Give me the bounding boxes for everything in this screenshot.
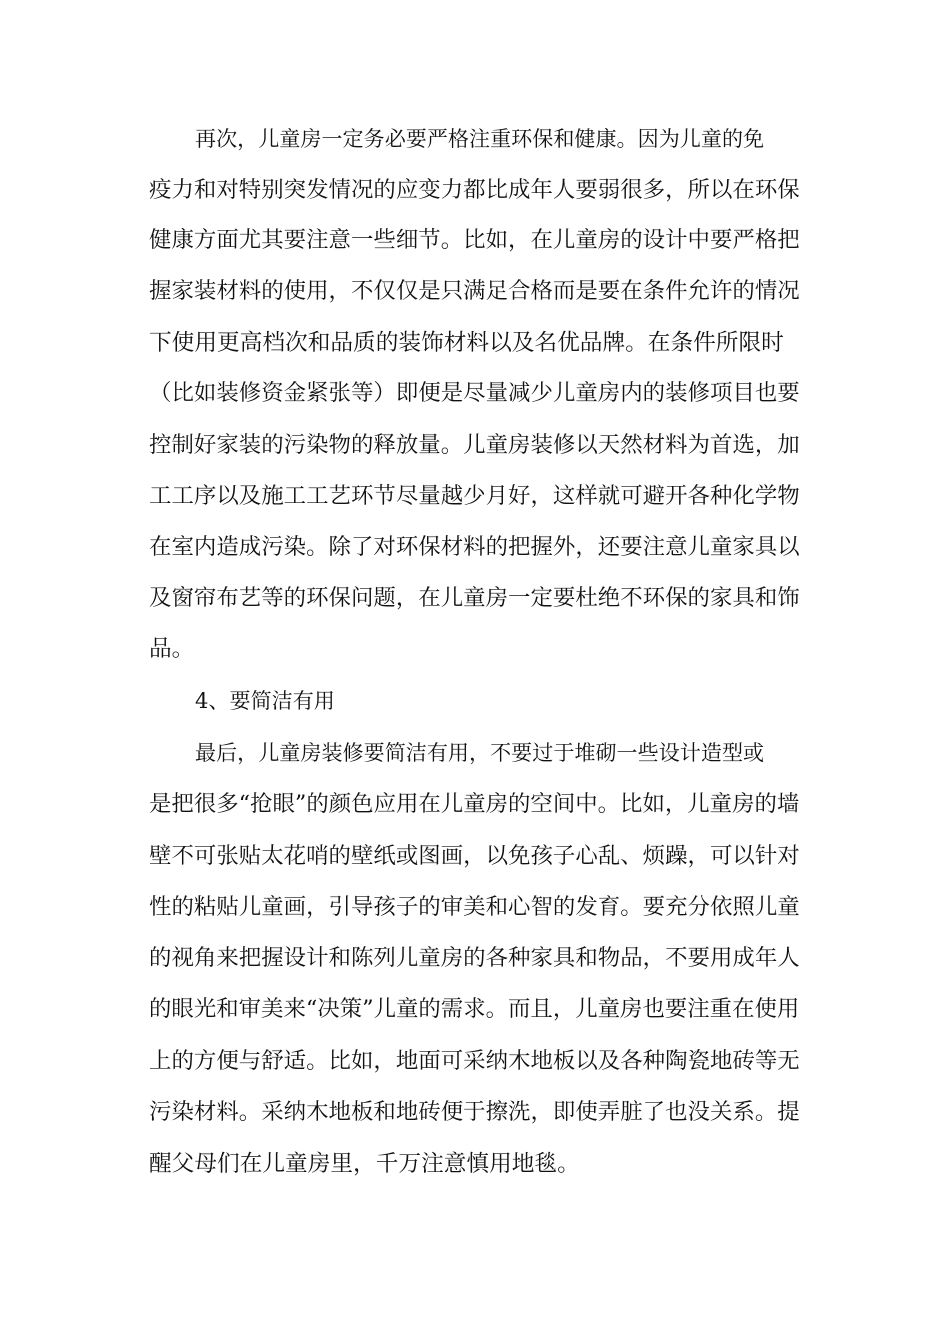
paragraph-2-line: 最后，儿童房装修要简洁有用，不要过于堆砌一些设计造型或 [195,740,765,765]
paragraph-2-line: 上的方便与舒适。比如，地面可采纳木地板以及各种陶瓷地砖等无 [149,1048,800,1074]
paragraph-1-line: 健康方面尤其要注意一些细节。比如，在儿童房的设计中要严格把 [149,227,800,253]
paragraph-2-line: 是把很多“抢眼”的颜色应用在儿童房的空间中。比如，儿童房的墙 [149,791,800,817]
paragraph-1-line: 工工序以及施工工艺环节尽量越少月好，这样就可避开各种化学物 [149,483,800,509]
paragraph-2-line: 性的粘贴儿童画，引导孩子的审美和心智的发育。要充分依照儿童 [149,894,800,920]
paragraph-1-line: 下使用更高档次和品质的装饰材料以及名优品牌。在条件所限时 [149,330,784,356]
paragraph-1-line: （比如装修资金紧张等）即便是尽量减少儿童房内的装修项目也要 [149,380,800,406]
paragraph-1-line: 握家装材料的使用，不仅仅是只满足合格而是要在条件允许的情况 [149,278,800,304]
section-heading: 4、要简洁有用 [195,688,335,713]
paragraph-1-line: 在室内造成污染。除了对环保材料的把握外，还要注意儿童家具以 [149,534,800,560]
paragraph-2-line: 醒父母们在儿童房里，千万注意慎用地毯。 [149,1151,580,1177]
paragraph-2-line: 的视角来把握设计和陈列儿童房的各种家具和物品，不要用成年人 [149,945,800,971]
paragraph-1-line: 及窗帘布艺等的环保问题，在儿童房一定要杜绝不环保的家具和饰 [149,585,800,611]
paragraph-1-line: 疫力和对特别突发情况的应变力都比成年人要弱很多，所以在环保 [149,177,800,203]
paragraph-2-line: 污染材料。采纳木地板和地砖便于擦洗，即使弄脏了也没关系。提 [149,1099,800,1125]
paragraph-1-line: 品。 [149,636,195,662]
paragraph-2-line: 壁不可张贴太花哨的壁纸或图画，以免孩子心乱、烦躁，可以针对 [149,843,800,869]
paragraph-2-line: 的眼光和审美来“决策”儿童的需求。而且，儿童房也要注重在使用 [149,996,800,1022]
paragraph-1-line: 控制好家装的污染物的释放量。儿童房装修以天然材料为首选，加 [149,432,800,458]
paragraph-1-line: 再次，儿童房一定务必要严格注重环保和健康。因为儿童的免 [195,126,765,151]
